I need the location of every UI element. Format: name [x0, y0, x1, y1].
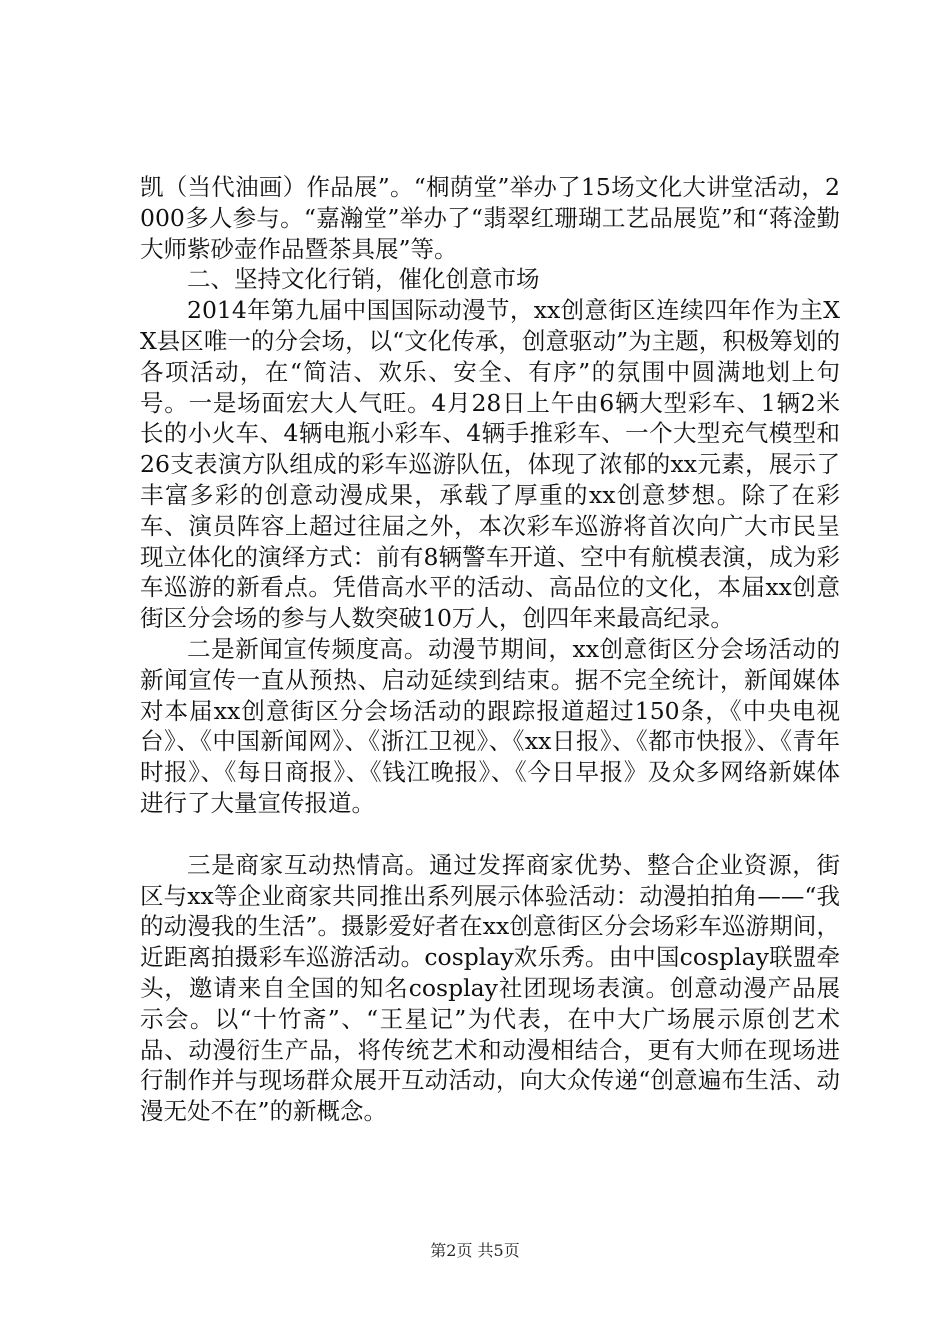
paragraph-news-coverage: 二是新闻宣传频度高。动漫节期间，xx创意街区分会场活动的新闻宣传一直从预热、启动延续到结束。据不完全统计，新闻媒体对本届xx创意街区分会场活动的跟踪报道超过150条，《中央电视台》、《中国新闻网》、《浙江卫视》、《xx日报》、《都市快报》、《青年时报》、《每日商报》、《钱江晚报》、《今日早报》及众多网络新媒体进行了大量宣传报道。	[140, 634, 840, 817]
paragraph-merchant-interaction: 三是商家互动热情高。通过发挥商家优势、整合企业资源，街区与xx等企业商家共同推出系列展示体验活动：动漫拍拍角——“我的动漫我的生活”。摄影爱好者在xx创意街区分会场彩车巡游期间，近距离拍摄彩车巡游活动。cosplay欢乐秀。由中国cosplay联盟牵头，邀请来自全国的知名cosplay社团现场表演。创意动漫产品展示会。以“十竹斋”、“王星记”为代表，在中大广场展示原创艺术品、动漫衍生产品，将传统艺术和动漫相结合，更有大师在现场进行制作并与现场群众展开互动活动，向大众传递“创意遍布生活、动漫无处不在”的新概念。	[140, 850, 840, 1126]
paragraph-animation-festival: 2014年第九届中国国际动漫节，xx创意街区连续四年作为主XX县区唯一的分会场，以“文化传承，创意驱动”为主题，积极筹划的各项活动，在“简洁、欢乐、安全、有序”的氛围中圆满地划上句号。一是场面宏大人气旺。4月28日上午由6辆大型彩车、1辆2米长的小火车、4辆电瓶小彩车、4辆手推彩车、一个大型充气模型和26支表演方队组成的彩车巡游队伍，体现了浓郁的xx元素，展示了丰富多彩的创意动漫成果，承载了厚重的xx创意梦想。除了在彩车、演员阵容上超过往届之外，本次彩车巡游将首次向广大市民呈现立体化的演绎方式：前有8辆警车开道、空中有航模表演，成为彩车巡游的新看点。凭借高水平的活动、高品位的文化，本届xx创意街区分会场的参与人数突破10万人，创四年来最高纪录。	[140, 296, 840, 633]
paragraph-exhibitions: 凯（当代油画）作品展”。“桐荫堂”举办了15场文化大讲堂活动，2000多人参与。“嘉瀚堂”举办了“翡翠红珊瑚工艺品展览”和“蒋淦勤大师紫砂壶作品暨茶具展”等。	[140, 173, 840, 263]
page-number: 第2页 共5页	[430, 1241, 520, 1260]
section-heading: 二、坚持文化行销，催化创意市场	[187, 265, 540, 294]
document-body	[140, 172, 840, 1127]
